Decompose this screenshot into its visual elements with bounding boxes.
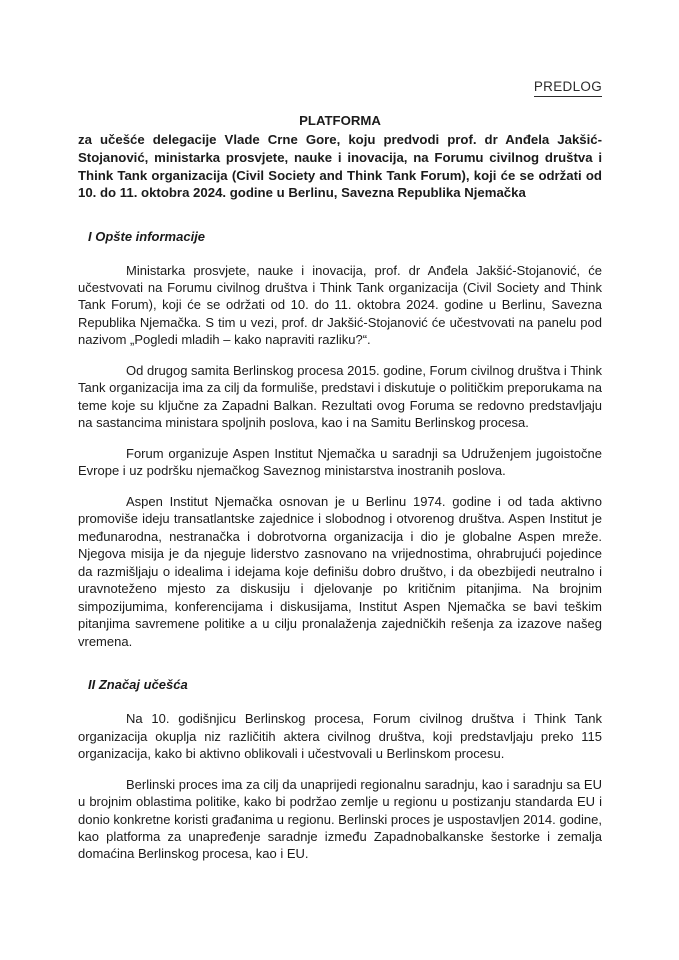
document-body — [78, 112, 602, 863]
paragraph: Berlinski proces ima za cilj da unaprijedi regionalnu saradnju, kao i saradnju sa EU u brojnim oblastima politike, kako bi podržao zemlje u regionu u postizanju standarda EU i donio konkretne koristi građanima u regionu. Berlinski proces je uspostavljen 2014. godine, kao platforma za unapređenje saradnje između Zapadnobalkanske šestorke i zemalja domaćina Berlinskog procesa, kao i EU. — [78, 776, 602, 862]
section-heading-2: II Značaj učešća — [88, 677, 188, 693]
document-header — [0, 78, 602, 97]
paragraph: Na 10. godišnjicu Berlinskog procesa, Forum civilnog društva i Think Tank organizacija okuplja niz različitih aktera civilnog društva, koji predstavljaju preko 115 organizacija, kako bi aktivno oblikovali i učestvovali u Berlinskom procesu. — [78, 711, 602, 762]
paragraph: Forum organizuje Aspen Institut Njemačka u saradnji sa Udruženjem jugoistočne Evrope i uz podršku njemačkog Saveznog ministarstva inostranih poslova. — [78, 445, 602, 479]
page-title: PLATFORMA — [299, 113, 381, 128]
section-heading-1: I Opšte informacije — [88, 228, 206, 244]
paragraph: Ministarka prosvjete, nauke i inovacija, prof. dr Anđela Jakšić-Stojanović, će učestvovati na Forumu civilnog društva i Think Tank organizacija (Civil Society and Think Tank Forum), koji će se održati od 10. do 11. oktobra 2024. godine u Berlinu, Savezna Republika Njemačka. S tim u vezi, prof. dr Jakšić-Stojanović će učestvovati na panelu pod nazivom „Pogledi mladih – kako napraviti razliku?“. — [78, 262, 602, 348]
predlog-label: PREDLOG — [534, 80, 602, 97]
paragraph: Od drugog samita Berlinskog procesa 2015. godine, Forum civilnog društva i Think Tank organizacija ima za cilj da formuliše, predstavi i diskutuje o političkim preporukama na teme koje su ključne za Zapadni Balkan. Rezultati ovog Foruma se redovno predstavljaju na sastancima ministara spoljnih poslova, kao i na Samitu Berlinskog procesa. — [78, 362, 602, 431]
paragraph: Aspen Institut Njemačka osnovan je u Berlinu 1974. godine i od tada aktivno promoviše ideju transatlantske zajednice i slobodnog i otvorenog društva. Aspen Institut je međunarodna, nestranačka i dobrotvorna organizacija i dio je globalne Aspen mreže. Njegova misija je da njeguje liderstvo zasnovano na vrijednostima, ohrabrujući pojedince da razmišljaju o idealima i idejama koje definišu dobro društvo, i da obezbijedi neutralno i uravnoteženo mjesto za diskusiju i djelovanje po kritičnim pitanjima. Na brojnim simpozijumima, konferencijama i diskusijama, Institut Aspen Njemačka se bavi teškim pitanjima savremene politike a u cilju pronalaženja zajedničkih rešenja za izazove našeg vremena. — [78, 493, 602, 649]
page-subtitle: za učešće delegacije Vlade Crne Gore, koju predvodi prof. dr Anđela Jakšić-Stojanović, ministarka prosvjete, nauke i inovacija, na Forumu civilnog društva i Think Tank organizacija (Civil Society and Think Tank Forum), koji će se održati od 10. do 11. oktobra 2024. godine u Berlinu, Savezna Republika Njemačka — [78, 132, 602, 201]
